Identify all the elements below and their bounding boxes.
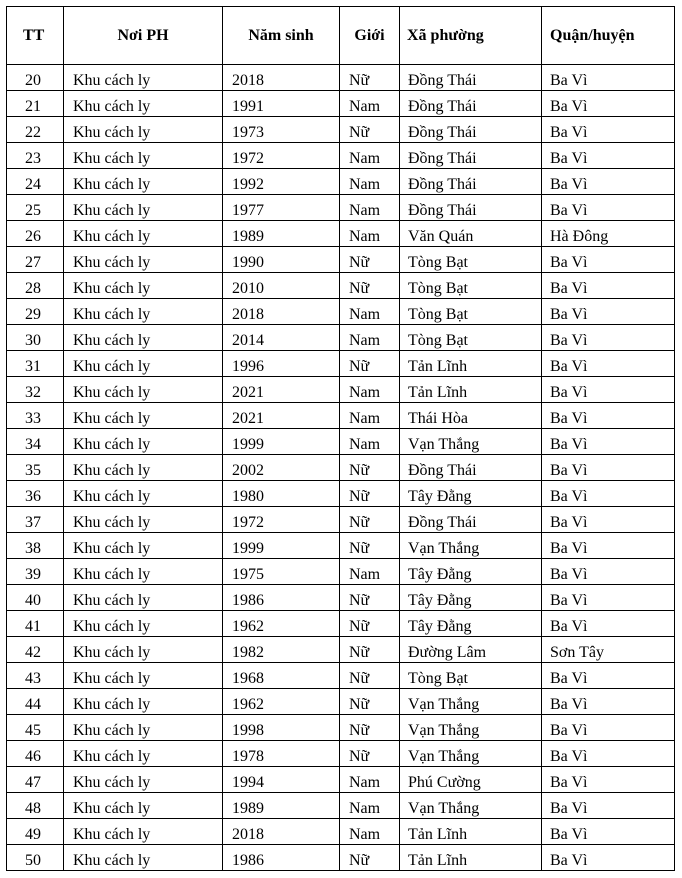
cell-nam-sinh: 1973 [223, 117, 340, 143]
cell-nam-sinh: 1994 [223, 767, 340, 793]
cell-gioi: Nữ [340, 117, 400, 143]
cell-noi-ph: Khu cách ly [64, 767, 223, 793]
cell-quan-huyen: Ba Vì [542, 793, 675, 819]
table-row [7, 741, 675, 767]
table-row [7, 169, 675, 195]
table-row [7, 91, 675, 117]
cell-nam-sinh: 1975 [223, 559, 340, 585]
cell-noi-ph: Khu cách ly [64, 221, 223, 247]
cell-tt: 31 [7, 351, 64, 377]
cell-noi-ph: Khu cách ly [64, 793, 223, 819]
cell-quan-huyen: Ba Vì [542, 767, 675, 793]
cell-tt: 29 [7, 299, 64, 325]
table-row [7, 143, 675, 169]
cell-quan-huyen: Ba Vì [542, 741, 675, 767]
cell-gioi: Nữ [340, 663, 400, 689]
cell-xa-phuong: Đồng Thái [400, 455, 542, 481]
table-row [7, 793, 675, 819]
cell-nam-sinh: 2002 [223, 455, 340, 481]
table-row [7, 507, 675, 533]
cell-quan-huyen: Ba Vì [542, 715, 675, 741]
cell-noi-ph: Khu cách ly [64, 117, 223, 143]
table-row [7, 689, 675, 715]
cell-nam-sinh: 1978 [223, 741, 340, 767]
cell-nam-sinh: 1986 [223, 585, 340, 611]
cell-nam-sinh: 1996 [223, 351, 340, 377]
cell-xa-phuong: Đồng Thái [400, 143, 542, 169]
cell-xa-phuong: Tây Đằng [400, 559, 542, 585]
cell-noi-ph: Khu cách ly [64, 637, 223, 663]
cell-gioi: Nam [340, 403, 400, 429]
cell-noi-ph: Khu cách ly [64, 65, 223, 91]
cell-nam-sinh: 1989 [223, 793, 340, 819]
cell-quan-huyen: Ba Vì [542, 117, 675, 143]
table-row [7, 715, 675, 741]
table-row [7, 351, 675, 377]
cell-xa-phuong: Đồng Thái [400, 91, 542, 117]
cell-gioi: Nữ [340, 689, 400, 715]
table-row [7, 481, 675, 507]
table-row [7, 403, 675, 429]
cell-quan-huyen: Ba Vì [542, 429, 675, 455]
table-row [7, 845, 675, 871]
cell-quan-huyen: Ba Vì [542, 533, 675, 559]
cell-noi-ph: Khu cách ly [64, 351, 223, 377]
cell-tt: 44 [7, 689, 64, 715]
cell-gioi: Nam [340, 169, 400, 195]
cell-nam-sinh: 1962 [223, 689, 340, 715]
cell-tt: 27 [7, 247, 64, 273]
cell-quan-huyen: Ba Vì [542, 611, 675, 637]
table-row [7, 299, 675, 325]
cell-noi-ph: Khu cách ly [64, 403, 223, 429]
cell-tt: 30 [7, 325, 64, 351]
cell-gioi: Nữ [340, 273, 400, 299]
table-row [7, 377, 675, 403]
table-row [7, 247, 675, 273]
header-noi-ph: Nơi PH [64, 7, 223, 65]
header-tt: TT [7, 7, 64, 65]
cell-gioi: Nam [340, 91, 400, 117]
cell-noi-ph: Khu cách ly [64, 247, 223, 273]
table-row [7, 195, 675, 221]
cell-xa-phuong: Thái Hòa [400, 403, 542, 429]
cell-quan-huyen: Ba Vì [542, 377, 675, 403]
cell-quan-huyen: Ba Vì [542, 689, 675, 715]
cell-nam-sinh: 2010 [223, 273, 340, 299]
cell-gioi: Nữ [340, 715, 400, 741]
cell-nam-sinh: 1982 [223, 637, 340, 663]
cell-xa-phuong: Tây Đằng [400, 585, 542, 611]
cell-xa-phuong: Tòng Bạt [400, 273, 542, 299]
cell-tt: 46 [7, 741, 64, 767]
cell-xa-phuong: Tòng Bạt [400, 247, 542, 273]
cell-noi-ph: Khu cách ly [64, 377, 223, 403]
cell-quan-huyen: Ba Vì [542, 143, 675, 169]
cell-gioi: Nam [340, 559, 400, 585]
cell-xa-phuong: Vạn Thắng [400, 689, 542, 715]
table-row [7, 767, 675, 793]
cell-tt: 22 [7, 117, 64, 143]
cell-tt: 33 [7, 403, 64, 429]
table-row [7, 325, 675, 351]
cell-tt: 34 [7, 429, 64, 455]
cell-quan-huyen: Ba Vì [542, 65, 675, 91]
cell-gioi: Nữ [340, 455, 400, 481]
cell-xa-phuong: Vạn Thắng [400, 793, 542, 819]
cell-gioi: Nam [340, 767, 400, 793]
cell-noi-ph: Khu cách ly [64, 845, 223, 871]
cell-noi-ph: Khu cách ly [64, 741, 223, 767]
patient-table [6, 6, 675, 871]
cell-noi-ph: Khu cách ly [64, 143, 223, 169]
cell-noi-ph: Khu cách ly [64, 585, 223, 611]
header-nam-sinh: Năm sinh [223, 7, 340, 65]
cell-nam-sinh: 2018 [223, 65, 340, 91]
cell-xa-phuong: Vạn Thắng [400, 429, 542, 455]
cell-tt: 20 [7, 65, 64, 91]
cell-nam-sinh: 1989 [223, 221, 340, 247]
table-row [7, 819, 675, 845]
cell-noi-ph: Khu cách ly [64, 169, 223, 195]
table-row [7, 533, 675, 559]
cell-tt: 26 [7, 221, 64, 247]
cell-noi-ph: Khu cách ly [64, 429, 223, 455]
cell-tt: 43 [7, 663, 64, 689]
cell-xa-phuong: Đồng Thái [400, 169, 542, 195]
cell-noi-ph: Khu cách ly [64, 611, 223, 637]
cell-quan-huyen: Ba Vì [542, 299, 675, 325]
table-header-row [7, 7, 675, 65]
cell-nam-sinh: 2021 [223, 403, 340, 429]
cell-nam-sinh: 1972 [223, 143, 340, 169]
cell-quan-huyen: Ba Vì [542, 663, 675, 689]
cell-noi-ph: Khu cách ly [64, 273, 223, 299]
cell-gioi: Nữ [340, 611, 400, 637]
cell-gioi: Nam [340, 143, 400, 169]
cell-gioi: Nam [340, 195, 400, 221]
cell-tt: 25 [7, 195, 64, 221]
cell-gioi: Nam [340, 819, 400, 845]
cell-nam-sinh: 1972 [223, 507, 340, 533]
cell-xa-phuong: Đồng Thái [400, 65, 542, 91]
cell-xa-phuong: Tây Đằng [400, 611, 542, 637]
cell-gioi: Nữ [340, 637, 400, 663]
cell-quan-huyen: Sơn Tây [542, 637, 675, 663]
cell-nam-sinh: 1986 [223, 845, 340, 871]
cell-nam-sinh: 1962 [223, 611, 340, 637]
cell-noi-ph: Khu cách ly [64, 299, 223, 325]
cell-xa-phuong: Tây Đằng [400, 481, 542, 507]
cell-xa-phuong: Đồng Thái [400, 195, 542, 221]
cell-tt: 37 [7, 507, 64, 533]
cell-quan-huyen: Ba Vì [542, 559, 675, 585]
cell-noi-ph: Khu cách ly [64, 195, 223, 221]
cell-xa-phuong: Vạn Thắng [400, 533, 542, 559]
header-gioi: Giới [340, 7, 400, 65]
cell-noi-ph: Khu cách ly [64, 715, 223, 741]
cell-quan-huyen: Ba Vì [542, 325, 675, 351]
cell-tt: 40 [7, 585, 64, 611]
table-row [7, 611, 675, 637]
cell-nam-sinh: 1998 [223, 715, 340, 741]
cell-gioi: Nam [340, 221, 400, 247]
cell-tt: 47 [7, 767, 64, 793]
cell-tt: 38 [7, 533, 64, 559]
cell-gioi: Nữ [340, 845, 400, 871]
cell-quan-huyen: Ba Vì [542, 481, 675, 507]
cell-noi-ph: Khu cách ly [64, 507, 223, 533]
cell-nam-sinh: 1999 [223, 429, 340, 455]
cell-gioi: Nam [340, 299, 400, 325]
cell-quan-huyen: Ba Vì [542, 169, 675, 195]
cell-noi-ph: Khu cách ly [64, 663, 223, 689]
cell-xa-phuong: Tản Lĩnh [400, 819, 542, 845]
cell-nam-sinh: 2018 [223, 819, 340, 845]
cell-xa-phuong: Tòng Bạt [400, 663, 542, 689]
cell-tt: 28 [7, 273, 64, 299]
table-row [7, 117, 675, 143]
cell-tt: 48 [7, 793, 64, 819]
cell-gioi: Nữ [340, 585, 400, 611]
cell-nam-sinh: 1992 [223, 169, 340, 195]
header-xa-phuong: Xã phường [400, 7, 542, 65]
cell-tt: 42 [7, 637, 64, 663]
cell-gioi: Nam [340, 325, 400, 351]
cell-tt: 24 [7, 169, 64, 195]
cell-xa-phuong: Tản Lĩnh [400, 377, 542, 403]
table-row [7, 65, 675, 91]
table-row [7, 585, 675, 611]
cell-nam-sinh: 1990 [223, 247, 340, 273]
cell-nam-sinh: 1977 [223, 195, 340, 221]
cell-gioi: Nữ [340, 65, 400, 91]
cell-quan-huyen: Ba Vì [542, 247, 675, 273]
cell-quan-huyen: Ba Vì [542, 455, 675, 481]
cell-nam-sinh: 2014 [223, 325, 340, 351]
cell-quan-huyen: Hà Đông [542, 221, 675, 247]
cell-noi-ph: Khu cách ly [64, 91, 223, 117]
table-row [7, 455, 675, 481]
cell-nam-sinh: 1991 [223, 91, 340, 117]
cell-tt: 39 [7, 559, 64, 585]
cell-quan-huyen: Ba Vì [542, 91, 675, 117]
cell-quan-huyen: Ba Vì [542, 845, 675, 871]
cell-gioi: Nữ [340, 481, 400, 507]
cell-gioi: Nữ [340, 741, 400, 767]
cell-gioi: Nam [340, 429, 400, 455]
cell-gioi: Nam [340, 377, 400, 403]
cell-quan-huyen: Ba Vì [542, 403, 675, 429]
cell-quan-huyen: Ba Vì [542, 507, 675, 533]
cell-tt: 49 [7, 819, 64, 845]
cell-nam-sinh: 1968 [223, 663, 340, 689]
cell-tt: 50 [7, 845, 64, 871]
table-row [7, 273, 675, 299]
table-row [7, 663, 675, 689]
cell-nam-sinh: 1999 [223, 533, 340, 559]
cell-tt: 45 [7, 715, 64, 741]
cell-tt: 41 [7, 611, 64, 637]
cell-gioi: Nữ [340, 351, 400, 377]
table-body [7, 65, 675, 871]
cell-xa-phuong: Phú Cường [400, 767, 542, 793]
cell-nam-sinh: 2021 [223, 377, 340, 403]
header-quan-huyen: Quận/huyện [542, 7, 675, 65]
cell-xa-phuong: Tản Lĩnh [400, 351, 542, 377]
table-row [7, 221, 675, 247]
cell-xa-phuong: Tòng Bạt [400, 299, 542, 325]
cell-noi-ph: Khu cách ly [64, 689, 223, 715]
cell-xa-phuong: Vạn Thắng [400, 715, 542, 741]
cell-gioi: Nữ [340, 533, 400, 559]
cell-noi-ph: Khu cách ly [64, 819, 223, 845]
cell-noi-ph: Khu cách ly [64, 325, 223, 351]
cell-xa-phuong: Tản Lĩnh [400, 845, 542, 871]
cell-tt: 23 [7, 143, 64, 169]
table-row [7, 429, 675, 455]
patient-table-container [6, 6, 675, 871]
cell-xa-phuong: Văn Quán [400, 221, 542, 247]
cell-gioi: Nam [340, 793, 400, 819]
cell-quan-huyen: Ba Vì [542, 819, 675, 845]
cell-xa-phuong: Vạn Thắng [400, 741, 542, 767]
cell-noi-ph: Khu cách ly [64, 481, 223, 507]
cell-quan-huyen: Ba Vì [542, 585, 675, 611]
cell-xa-phuong: Đồng Thái [400, 117, 542, 143]
cell-noi-ph: Khu cách ly [64, 559, 223, 585]
cell-quan-huyen: Ba Vì [542, 195, 675, 221]
cell-xa-phuong: Đường Lâm [400, 637, 542, 663]
cell-tt: 36 [7, 481, 64, 507]
cell-tt: 32 [7, 377, 64, 403]
cell-gioi: Nữ [340, 507, 400, 533]
cell-nam-sinh: 1980 [223, 481, 340, 507]
cell-noi-ph: Khu cách ly [64, 533, 223, 559]
cell-tt: 21 [7, 91, 64, 117]
table-row [7, 637, 675, 663]
cell-noi-ph: Khu cách ly [64, 455, 223, 481]
cell-nam-sinh: 2018 [223, 299, 340, 325]
cell-xa-phuong: Đồng Thái [400, 507, 542, 533]
cell-tt: 35 [7, 455, 64, 481]
table-row [7, 559, 675, 585]
cell-quan-huyen: Ba Vì [542, 273, 675, 299]
cell-xa-phuong: Tòng Bạt [400, 325, 542, 351]
cell-gioi: Nữ [340, 247, 400, 273]
cell-quan-huyen: Ba Vì [542, 351, 675, 377]
